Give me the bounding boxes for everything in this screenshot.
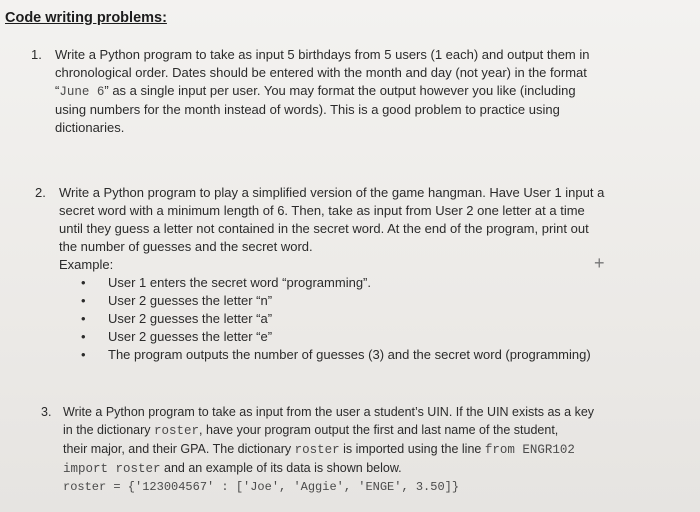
text-line	[55, 82, 621, 101]
problem-1-text	[55, 46, 621, 137]
text-line: the number of guesses and the secret word.	[59, 239, 313, 254]
text-line: chronological order. Dates should be entered with the month and day (not year) in the format	[55, 65, 587, 80]
date-format-example: June 6	[59, 85, 105, 99]
list-item: • User 1 enters the secret word “programming”.	[81, 275, 371, 290]
list-item: • The program outputs the number of guesses (3) and the secret word (programming)	[81, 347, 591, 362]
problem-number: 2.	[35, 185, 46, 200]
quote-mark: ”	[104, 83, 109, 98]
list-item: • User 2 guesses the letter “n”	[81, 293, 273, 308]
text-line: dictionaries.	[55, 120, 125, 135]
text-line: import roster and an example of its data is shown below.	[63, 461, 402, 476]
problem-number: 1.	[31, 47, 42, 62]
example-list	[59, 274, 625, 364]
code-import: from ENGR102	[484, 443, 575, 457]
list-item: • User 2 guesses the letter “a”	[81, 311, 273, 326]
text-line: Write a Python program to take as input 5 birthdays from 5 users (1 each) and output them in	[55, 47, 590, 62]
text-fragment: as a single input per user. You may format the output however you like (including	[112, 83, 576, 98]
code-import: import roster	[63, 462, 161, 476]
code-example: roster = {'123004567' : ['Joe', 'Aggie', 'ENGE', 3.50]}	[63, 480, 460, 494]
code-roster: roster	[154, 424, 200, 438]
bullet-icon: •	[81, 347, 86, 362]
bullet-icon: •	[81, 311, 86, 326]
text-line: using numbers for the month instead of words). This is a good problem to practice using	[55, 102, 560, 117]
text-line: Write a Python program to play a simplified version of the game hangman. Have User 1 input a	[59, 185, 605, 200]
quote-mark: “	[55, 83, 60, 98]
page-title: Code writing problems:	[5, 10, 167, 26]
code-roster: roster	[294, 443, 340, 457]
text-line: Write a Python program to take as input from the user a student’s UIN. If the UIN exists as a key	[63, 405, 595, 419]
list-item: • User 2 guesses the letter “e”	[81, 329, 273, 344]
problem-2-text	[59, 184, 625, 364]
crosshair-plus-icon: +	[594, 253, 605, 273]
problem-number: 3.	[41, 405, 52, 419]
bullet-icon: •	[81, 293, 86, 308]
text-line: their major, and their GPA. The dictionary roster is imported using the line from ENGR102	[63, 442, 575, 457]
text-line: until they guess a letter not contained in the secret word. At the end of the program, print out	[59, 221, 589, 236]
bullet-icon: •	[81, 329, 86, 344]
text-line: secret word with a minimum length of 6. Then, take as input from User 2 one letter at a time	[59, 203, 585, 218]
problem-3-text	[63, 403, 631, 496]
example-label: Example:	[59, 257, 114, 272]
text-line: in the dictionary roster, have your program output the first and last name of the student,	[63, 423, 559, 438]
bullet-icon: •	[81, 275, 86, 290]
